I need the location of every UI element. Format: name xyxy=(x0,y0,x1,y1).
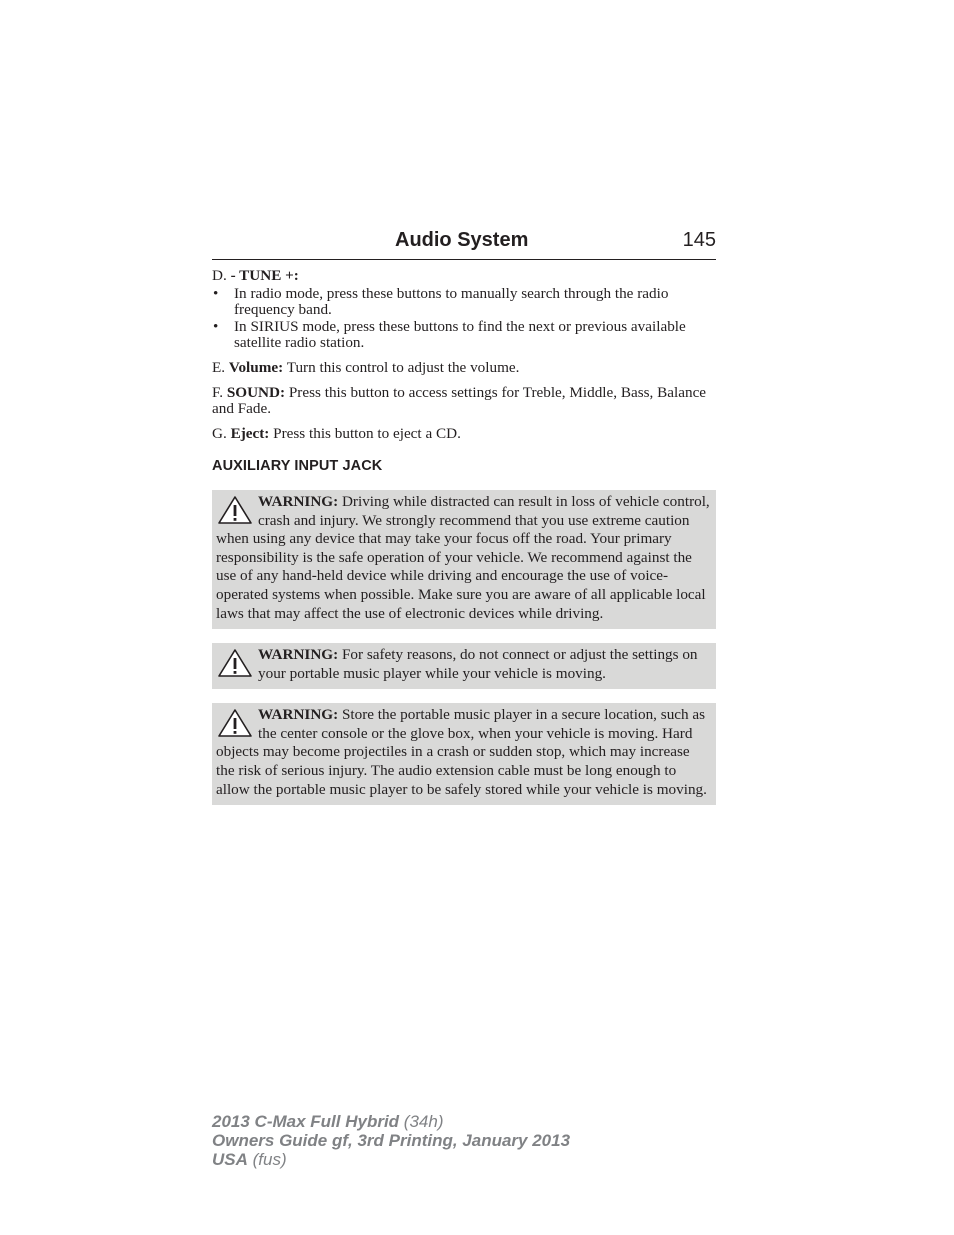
warning-text: For safety reasons, do not connect or adjust the settings on your portable music player while your vehicle is moving. xyxy=(258,646,698,682)
warning-label: WARNING: xyxy=(258,492,339,510)
item-g-text: Press this button to eject a CD. xyxy=(273,424,461,442)
warning-label: WARNING: xyxy=(258,646,339,664)
warning-triangle-icon xyxy=(216,648,254,678)
warning-box-player-storage xyxy=(212,703,716,805)
list-item xyxy=(212,319,716,352)
footer-model: 2013 C-Max Full Hybrid xyxy=(212,1112,400,1131)
item-d-label: - TUNE +: xyxy=(230,267,299,284)
footer-line-model xyxy=(212,1112,570,1131)
warning-text: Driving while distracted can result in loss of vehicle control, crash and injury. We strongly recommend that you use extreme caution when using any device that may take your focus off the road. Your primary responsibility is the safe operation of your vehicle. We recommend against the use of any hand-held device while driving and encourage the use of voice-operated systems when possible. Make sure you are aware of all applicable local laws that may affect the use of electronic devices while driving. xyxy=(216,492,710,622)
bullet-text: In radio mode, press these buttons to manually search through the radio frequency band. xyxy=(234,284,669,319)
item-d-letter: D. xyxy=(212,267,227,284)
item-g-letter: G. xyxy=(212,424,227,442)
item-d xyxy=(212,268,716,285)
bullet-dot-icon: • xyxy=(213,317,219,335)
bullet-text: In SIRIUS mode, press these buttons to find the next or previous available satellite radio station. xyxy=(234,317,686,352)
page-title: Audio System xyxy=(395,229,529,251)
item-d-bullets xyxy=(212,286,716,352)
item-g-label: Eject: xyxy=(230,424,270,442)
footer-line-market xyxy=(212,1150,570,1169)
list-item xyxy=(212,286,716,319)
footer-market: USA xyxy=(212,1150,248,1169)
item-e-label: Volume: xyxy=(228,358,284,376)
warning-text: Store the portable music player in a secure location, such as the center console or the glove box, when your vehicle is moving. Hard objects may become projectiles in a crash or sudden stop, which may increase the risk of serious injury. The audio extension cable must be long enough to allow the portable music player to be safely stored while your vehicle is moving. xyxy=(216,706,707,798)
warning-box-distraction xyxy=(212,490,716,629)
warning-label: WARNING: xyxy=(258,706,339,724)
section-heading: AUXILIARY INPUT JACK xyxy=(212,458,383,475)
item-e-letter: E. xyxy=(212,358,226,376)
item-f-label: SOUND: xyxy=(226,383,286,401)
warning-box-player-settings xyxy=(212,643,716,689)
item-f xyxy=(212,385,716,418)
page-header xyxy=(212,229,716,260)
warning-triangle-icon xyxy=(216,708,254,738)
warning-triangle-icon xyxy=(216,495,254,525)
footer-market-code: (fus) xyxy=(252,1150,287,1169)
bullet-dot-icon: • xyxy=(213,284,219,302)
footer-model-code: (34h) xyxy=(403,1112,444,1131)
page-number: 145 xyxy=(682,229,716,251)
item-e xyxy=(212,360,716,377)
item-f-text: Press this button to access settings for Treble, Middle, Bass, Balance and Fade. xyxy=(212,383,707,418)
page-content xyxy=(212,268,716,819)
item-g xyxy=(212,426,716,443)
footer-printing: Owners Guide gf, 3rd Printing, January 2013 xyxy=(212,1131,571,1150)
item-e-text: Turn this control to adjust the volume. xyxy=(286,358,520,376)
page-footer xyxy=(212,1112,570,1169)
item-f-letter: F. xyxy=(212,383,224,401)
